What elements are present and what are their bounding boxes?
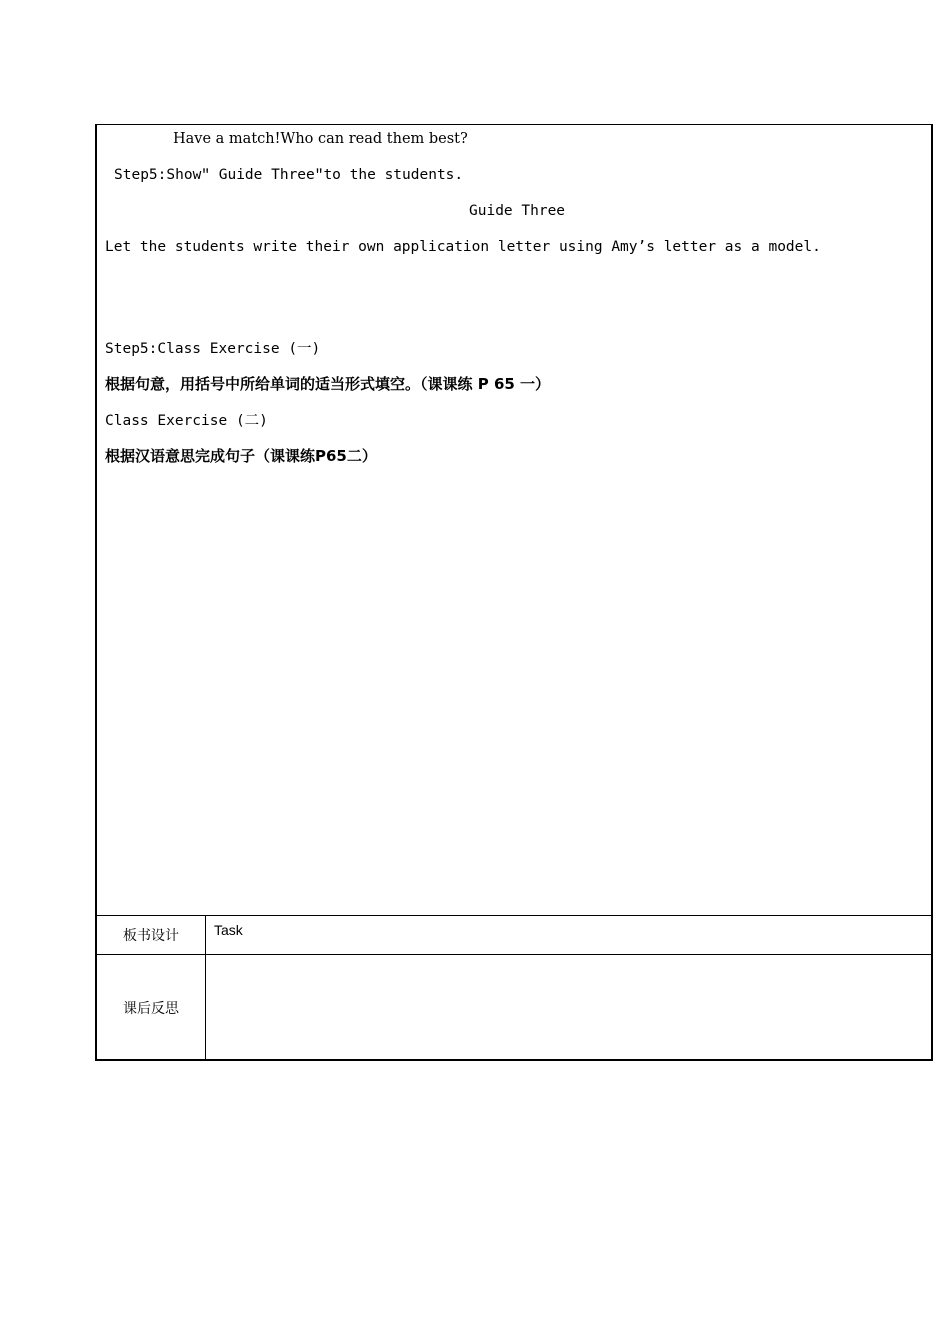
class-exercise-two-heading: Class Exercise (二) [105, 413, 268, 429]
step5-show-guide-line: Step5:Showʺ Guide Threeʺto the students. [114, 167, 464, 183]
board-design-label: 板书设计 [97, 916, 206, 954]
application-letter-instruction: Let the students write their own application letter using Amy’s letter as a model. [105, 239, 821, 255]
class-exercise-one-heading: Step5:Class Exercise (一) [105, 341, 321, 357]
match-activity-line: Have a match!Who can read them best? [173, 131, 468, 147]
exercise-two-instruction: 根据汉语意思完成句子（课课练P65二） [105, 447, 377, 465]
reflection-content [206, 955, 931, 1060]
reflection-row [97, 955, 931, 1060]
board-design-content: Task [214, 922, 243, 938]
lesson-plan-table [95, 124, 933, 1061]
teaching-procedure-cell [97, 125, 931, 916]
board-design-row [97, 916, 931, 955]
exercise-one-instruction: 根据句意，用括号中所给单词的适当形式填空。（课课练 P 65 一） [105, 375, 551, 393]
reflection-label: 课后反思 [97, 955, 206, 1060]
guide-three-heading: Guide Three [469, 203, 566, 219]
